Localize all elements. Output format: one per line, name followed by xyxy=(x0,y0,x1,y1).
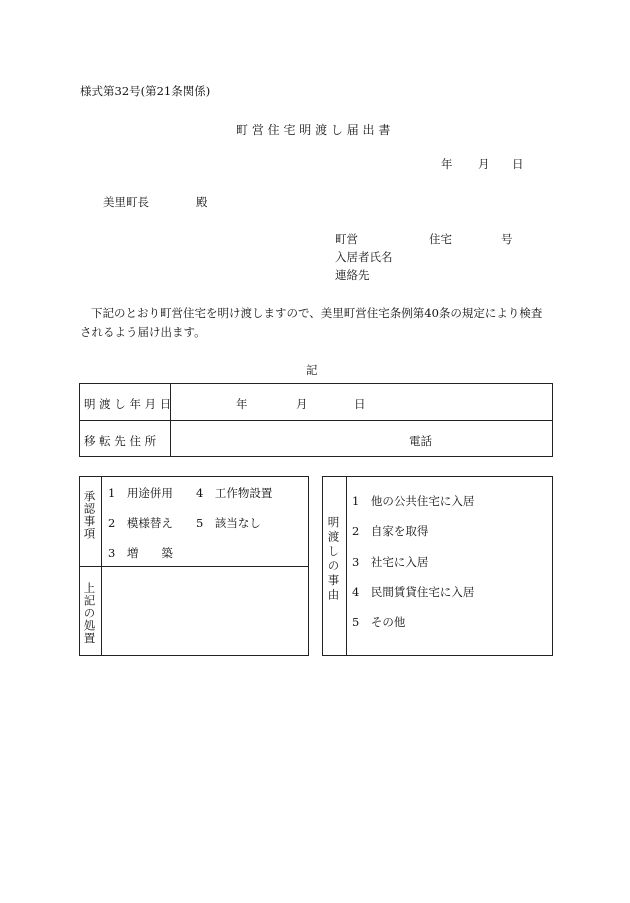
move-out-day: 日 xyxy=(354,397,366,411)
move-out-month: 月 xyxy=(296,397,308,411)
move-out-date-label: 明 渡 し 年 月 日 xyxy=(84,397,172,411)
reason-item-2: 2 自家を取得 xyxy=(352,524,429,538)
approval-item-4: 4 工作物設置 xyxy=(196,486,273,500)
reason-item-4: 4 民間賃貸住宅に入居 xyxy=(352,585,475,599)
body-text-line1: 下記のとおり町営住宅を明け渡しますので、美里町営住宅条例第40条の規定により検査 xyxy=(91,306,543,320)
addressee-name: 美里町長 xyxy=(103,195,149,209)
body-text-line2: されるよう届け出ます。 xyxy=(80,325,206,339)
reason-item-5: 5 その他 xyxy=(352,615,406,629)
approval-item-1: 1 用途併用 xyxy=(108,486,173,500)
new-address-label: 移 転 先 住 所 xyxy=(84,434,157,448)
date-day: 日 xyxy=(512,157,524,171)
addressee-honorific: 殿 xyxy=(196,195,208,209)
approval-item-3: 3 増 築 xyxy=(108,546,173,560)
table-col-divider xyxy=(170,383,171,457)
ki-label: 記 xyxy=(306,363,318,377)
applicant-town-label: 町営 xyxy=(335,232,358,246)
date-month: 月 xyxy=(478,157,490,171)
document-title: 町 営 住 宅 明 渡 し 届 出 書 xyxy=(236,123,391,137)
contact-label: 連絡先 xyxy=(335,268,370,282)
table-row-divider xyxy=(79,420,553,421)
applicant-housing-label: 住宅 xyxy=(429,232,452,246)
phone-label: 電話 xyxy=(409,434,432,448)
resident-name-label: 入居者氏名 xyxy=(335,250,393,264)
disposition-header: 上記の処置 xyxy=(82,582,97,645)
reason-col-divider xyxy=(346,476,347,656)
date-year: 年 xyxy=(441,157,453,171)
reason-header: 明渡しの事由 xyxy=(326,516,341,603)
approval-row-divider xyxy=(79,566,309,567)
move-out-year: 年 xyxy=(236,397,248,411)
reason-item-3: 3 社宅に入居 xyxy=(352,555,429,569)
reason-item-1: 1 他の公共住宅に入居 xyxy=(352,494,475,508)
approval-item-5: 5 該当なし xyxy=(196,516,261,530)
applicant-number-label: 号 xyxy=(501,232,513,246)
form-label: 様式第32号(第21条関係) xyxy=(80,84,211,98)
approval-item-2: 2 模様替え xyxy=(108,516,173,530)
approval-header: 承認事項 xyxy=(82,490,97,540)
